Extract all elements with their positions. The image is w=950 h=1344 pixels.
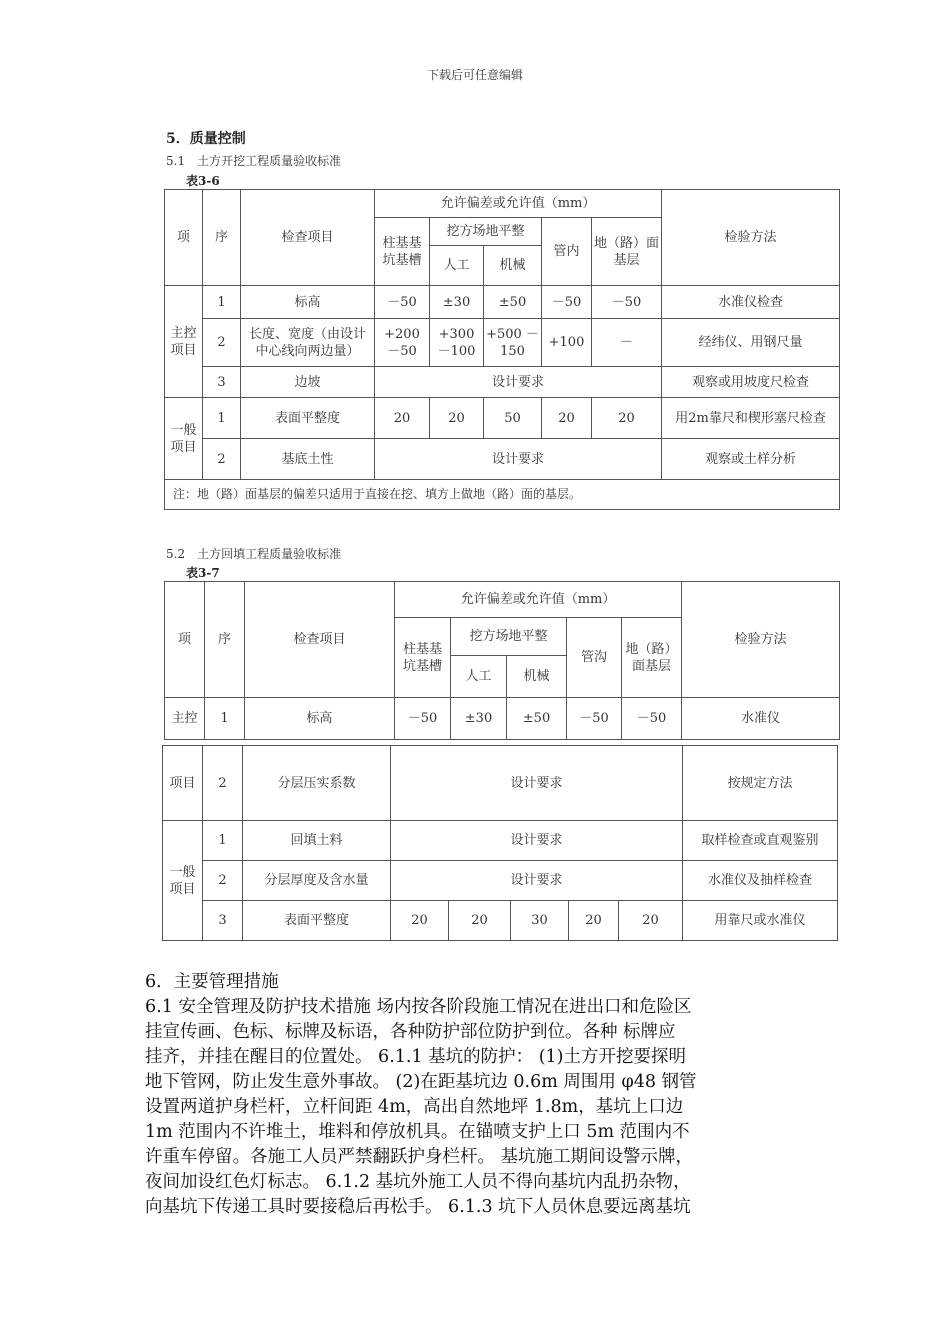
col-header-site: 挖方场地平整 [430,218,542,246]
cell: －50 [395,698,451,740]
table2-label: 表3-7 [186,566,220,580]
table-row [165,439,840,480]
cell: 基底土性 [241,439,375,480]
cell: 经纬仪、用钢尺量 [662,319,840,367]
cell: 水准仪 [682,698,840,740]
cell: +500 －150 [484,319,542,367]
table-3-7 [164,581,840,740]
table2-subtitle: 5.2 土方回填工程质量验收标准 [166,547,342,561]
col-header-method: 检验方法 [682,582,840,698]
cell: 1 [203,821,243,861]
cell: 取样检查或直观鉴别 [683,821,838,861]
page-header: 下载后可任意编辑 [426,68,523,82]
paragraph-line: 设置两道护身栏杆，立杆间距 4m，高出自然地坪 1.8m，基坑上口边 [145,1097,684,1117]
table-row [163,901,838,941]
cell: 20 [391,901,449,941]
cell: 20 [619,901,683,941]
table-row [165,698,840,740]
col-header-xiang: 项 [165,190,203,286]
group-general: 一般项目 [163,821,203,941]
col-header-allowance: 允许偏差或允许值（mm） [375,190,662,218]
table-3-6 [164,189,840,510]
cell: ±50 [507,698,567,740]
col-header-xu: 序 [203,190,241,286]
paragraph-line: 6.1 安全管理及防护技术措施 场内按各阶段施工情况在进出口和危险区 [145,997,692,1017]
cell: 长度、宽度（由设计中心线向两边量） [241,319,375,367]
table1-subtitle: 5.1 土方开挖工程质量验收标准 [166,154,342,168]
cell: 设计要求 [391,746,683,821]
cell: 表面平整度 [243,901,391,941]
section-6-body [145,970,810,1220]
col-header-site: 挖方场地平整 [451,618,567,656]
col-header-item: 检查项目 [241,190,375,286]
cell: 1 [205,698,245,740]
cell: 20 [592,398,662,439]
cell: － [592,319,662,367]
paragraph-line: 向基坑下传递工具时要接稳后再松手。 6.1.3 坑下人员休息要远离基坑 [145,1197,691,1217]
cell: 分层压实系数 [243,746,391,821]
col-header-machine: 机械 [507,656,567,698]
cell: 2 [203,746,243,821]
col-header-pipe: 管内 [542,218,592,286]
table-row [165,319,840,367]
col-header-machine: 机械 [484,246,542,286]
table-row [163,746,838,821]
cell: ±50 [484,286,542,319]
cell: 1 [203,398,241,439]
cell: +200 －50 [375,319,430,367]
cell: 标高 [241,286,375,319]
section-6-title: 6．主要管理措施 [145,972,279,992]
col-header-method: 检验方法 [662,190,840,286]
cell: 2 [203,861,243,901]
cell: 水准仪及抽样检查 [683,861,838,901]
table-3-7-continued [162,745,838,941]
cell: 20 [430,398,484,439]
cell: 30 [511,901,569,941]
table-note: 注：地（路）面基层的偏差只适用于直接在挖、填方上做地（路）面的基层。 [165,480,840,510]
group-main-control: 主控项目 [165,286,203,398]
cell: 回填土料 [243,821,391,861]
cell: 边坡 [241,367,375,398]
cell: ±30 [451,698,507,740]
col-header-pit: 柱基基坑基槽 [375,218,430,286]
cell: －50 [542,286,592,319]
col-header-ground: 地（路）面基层 [592,218,662,286]
col-header-manual: 人工 [430,246,484,286]
col-header-xiang: 项 [165,582,205,698]
col-header-xu: 序 [205,582,245,698]
cell: 用靠尺或水准仪 [683,901,838,941]
cell: －50 [622,698,682,740]
table-row [163,821,838,861]
cell: 设计要求 [391,821,683,861]
cell: 2 [203,319,241,367]
cell: 标高 [245,698,395,740]
paragraph-line: 挂齐，并挂在醒目的位置处。 6.1.1 基坑的防护： (1)土方开挖要探明 [145,1047,687,1067]
cell: －50 [592,286,662,319]
cell: 设计要求 [375,439,662,480]
cell: 2 [203,439,241,480]
group-main-control-part: 项目 [163,746,203,821]
paragraph-line: 1m 范围内不许堆土，堆料和停放机具。在锚喷支护上口 5m 范围内不 [145,1122,690,1142]
cell: 按规定方法 [683,746,838,821]
cell: －50 [567,698,622,740]
paragraph-line: 夜间加设红色灯标志。 6.1.2 基坑外施工人员不得向基坑内乱扔杂物， [145,1172,691,1192]
section-title: 5．质量控制 [166,131,246,147]
cell: 分层厚度及含水量 [243,861,391,901]
col-header-allowance: 允许偏差或允许值（mm） [395,582,682,618]
cell: －50 [375,286,430,319]
col-header-pit: 柱基基坑基槽 [395,618,451,698]
table-row [165,367,840,398]
cell: +100 [542,319,592,367]
cell: 50 [484,398,542,439]
table1-label: 表3-6 [186,174,220,188]
cell: 表面平整度 [241,398,375,439]
cell: 20 [375,398,430,439]
table-row [165,398,840,439]
cell: 3 [203,367,241,398]
col-header-manual: 人工 [451,656,507,698]
cell: 20 [449,901,511,941]
cell: 设计要求 [375,367,662,398]
cell: +300 －100 [430,319,484,367]
paragraph-line: 挂宣传画、色标、标牌及标语，各种防护部位防护到位。各种 标牌应 [145,1022,676,1042]
cell: 观察或用坡度尺检查 [662,367,840,398]
group-main-control-part: 主控 [165,698,205,740]
cell: 1 [203,286,241,319]
col-header-item: 检查项目 [245,582,395,698]
cell: 设计要求 [391,861,683,901]
paragraph-line: 地下管网，防止发生意外事故。 (2)在距基坑边 0.6m 周围用 φ48 钢管 [145,1072,697,1092]
cell: 水准仪检查 [662,286,840,319]
cell: 20 [569,901,619,941]
cell: 3 [203,901,243,941]
col-header-pipe: 管沟 [567,618,622,698]
paragraph-line: 许重车停留。各施工人员严禁翻跃护身栏杆。 基坑施工期间设警示牌， [145,1147,694,1167]
cell: ±30 [430,286,484,319]
cell: 20 [542,398,592,439]
cell: 用2m靠尺和楔形塞尺检查 [662,398,840,439]
cell: 观察或土样分析 [662,439,840,480]
group-general: 一般项目 [165,398,203,480]
table-row [165,286,840,319]
table-row [163,861,838,901]
col-header-ground: 地（路）面基层 [622,618,682,698]
